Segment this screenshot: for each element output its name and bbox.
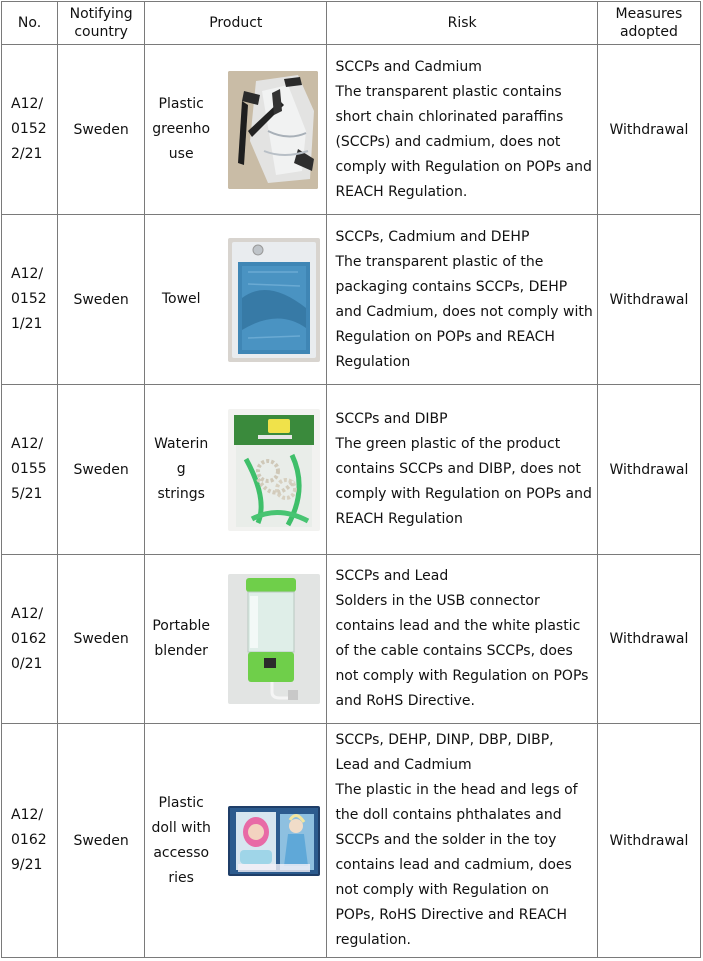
header-product: Product xyxy=(145,2,327,45)
greenhouse-photo-icon xyxy=(228,71,318,189)
row-risk: SCCPs and DIBP The green plastic of the product contains SCCPs and DIBP, does not comply with Regulation on POPs and REACH Regulation xyxy=(327,385,597,555)
row-measure: Withdrawal xyxy=(597,385,700,555)
row-country: Sweden xyxy=(58,45,145,215)
risk-title: SCCPs, DEHP, DINP, DBP, DIBP, xyxy=(335,732,554,748)
row-product xyxy=(145,724,327,958)
product-name: Portable blender xyxy=(152,618,211,659)
risk-title-cont: Lead and Cadmium xyxy=(335,757,472,773)
doll-photo-icon xyxy=(228,806,320,876)
row-risk: SCCPs and Lead Solders in the USB connector contains lead and the white plastic of the cable contains SCCPs, does not comply with Regulation on POPs and RoHS Directive. xyxy=(327,555,597,724)
row-product xyxy=(145,45,327,215)
risk-title: SCCPs and DIBP xyxy=(335,411,448,427)
table-row xyxy=(2,555,701,724)
risk-title: SCCPs, Cadmium and DEHP xyxy=(335,228,530,245)
row-number: A12/ 0155 5/21 xyxy=(2,385,58,555)
table-row xyxy=(2,724,701,958)
watering-strings-photo-icon xyxy=(228,409,320,531)
header-country: Notifying country xyxy=(58,2,145,45)
row-number: A12/ 0152 1/21 xyxy=(2,215,58,385)
row-country: Sweden xyxy=(58,555,145,724)
row-measure: Withdrawal xyxy=(597,215,700,385)
row-number: A12/ 0152 2/21 xyxy=(2,45,58,215)
risk-title: SCCPs and Lead xyxy=(335,568,449,584)
towel-photo-icon xyxy=(228,238,320,362)
header-no: No. xyxy=(2,2,58,45)
row-measure: Withdrawal xyxy=(597,555,700,724)
blender-photo-icon xyxy=(228,574,320,704)
row-number: A12/ 0162 0/21 xyxy=(2,555,58,724)
product-name: Plastic greenho use xyxy=(152,96,211,162)
product-name: Plastic doll with accesso ries xyxy=(151,794,211,886)
row-product xyxy=(145,385,327,555)
notifications-table xyxy=(1,1,701,958)
table-row xyxy=(2,45,701,215)
header-row xyxy=(2,2,701,45)
table-row xyxy=(2,385,701,555)
row-product xyxy=(145,215,327,385)
row-country: Sweden xyxy=(58,385,145,555)
row-number: A12/ 0162 9/21 xyxy=(2,724,58,958)
product-name: Towel xyxy=(161,291,201,307)
row-risk: SCCPs and Cadmium The transparent plastic contains short chain chlorinated paraffins (SCCPs) and cadmium, does not comply with Regulation on POPs and REACH Regulation. xyxy=(327,45,597,215)
table-row xyxy=(2,215,701,385)
row-risk: SCCPs, DEHP, DINP, DBP, DIBP, Lead and Cadmium The plastic in the head and legs of the doll contains phthalates and SCCPs and the solder in the toy contains lead and cadmium, does not comply with Regulation on POPs, RoHS Directive and REACH regulation. xyxy=(327,724,597,958)
header-risk: Risk xyxy=(327,2,597,45)
row-country: Sweden xyxy=(58,215,145,385)
row-measure: Withdrawal xyxy=(597,45,700,215)
row-product xyxy=(145,555,327,724)
row-measure: Withdrawal xyxy=(597,724,700,958)
row-risk: SCCPs, Cadmium and DEHP The transparent plastic of the packaging contains SCCPs, DEHP and Cadmium, does not comply with Regulation on POPs and REACH Regulation xyxy=(327,215,597,385)
risk-title: SCCPs and Cadmium xyxy=(335,58,482,75)
header-measures: Measures adopted xyxy=(597,2,700,45)
product-name: Waterin g strings xyxy=(154,436,209,502)
row-country: Sweden xyxy=(58,724,145,958)
